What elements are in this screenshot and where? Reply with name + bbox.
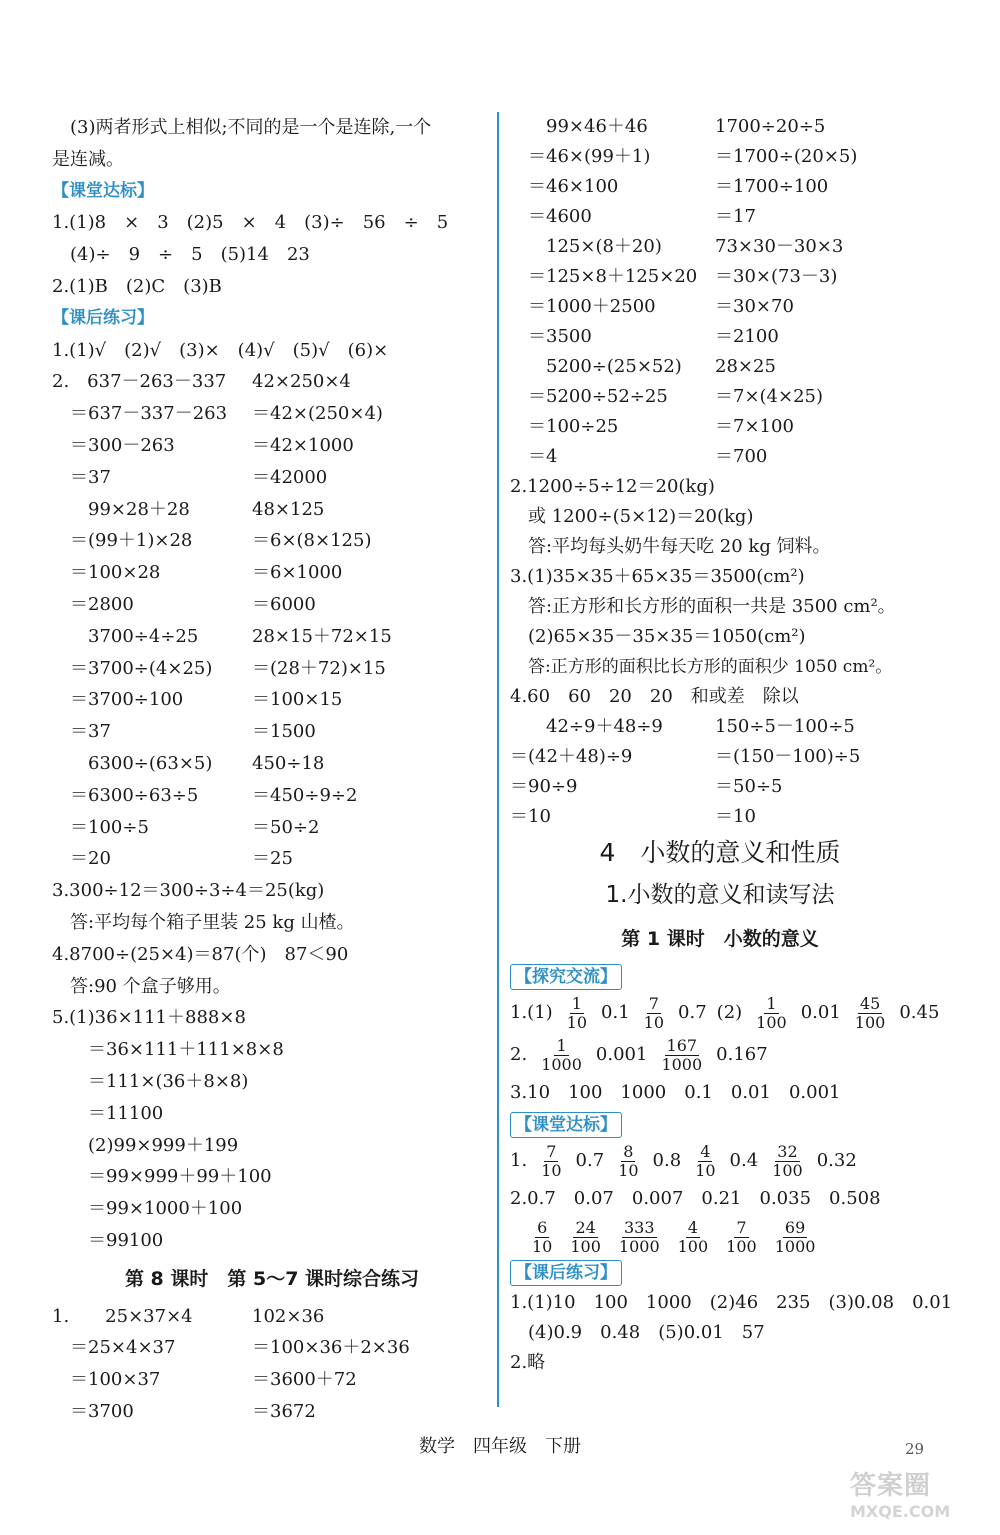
- answer-line: ＝99×1000＋100: [70, 1198, 243, 1220]
- calc-cell: ＝700: [715, 446, 768, 467]
- fraction: [853, 995, 888, 1032]
- answer-line: 答:正方形的面积比长方形的面积少 1050 cm²。: [528, 657, 893, 677]
- calc-row: [52, 621, 492, 653]
- calc-cell: ＝50÷5: [715, 776, 783, 797]
- fraction: [773, 1219, 818, 1256]
- calc-cell: 450÷18: [252, 752, 325, 774]
- calc-row: [52, 748, 492, 780]
- calc-cell: ＝100×28: [70, 562, 161, 584]
- denominator: 10: [695, 1160, 716, 1180]
- calc-row: [510, 262, 930, 292]
- fraction: [568, 1219, 603, 1256]
- calc-cell: ＝50÷2: [252, 816, 320, 838]
- denominator: 1000: [618, 1236, 660, 1256]
- calc-cell: 99×28＋28: [70, 498, 190, 520]
- numerator: 1: [571, 993, 582, 1013]
- numerator: 8: [623, 1141, 634, 1161]
- fraction: [724, 1219, 759, 1256]
- section-heading-homework: [510, 1258, 930, 1288]
- answer-line: 答:正方形和长方形的面积一共是 3500 cm²。: [528, 596, 896, 617]
- calc-row: [510, 742, 930, 772]
- watermark-url: MXQE.COM: [850, 1502, 951, 1521]
- answer-line: (4)÷ 9 ÷ 5 (5)14 23: [70, 244, 310, 266]
- calc-cell: 1700÷20÷5: [715, 116, 826, 137]
- calc-cell: ＝6300÷63÷5: [70, 784, 199, 806]
- calc-cell: ＝100×36＋2×36: [252, 1337, 410, 1359]
- section-heading-explore: [510, 962, 930, 992]
- calc-row: [510, 142, 930, 172]
- calc-cell: 48×125: [252, 498, 325, 520]
- calc-cell: ＝2100: [715, 326, 779, 347]
- calc-row: [52, 398, 492, 430]
- answer-line: 4.60 60 20 20 和或差 除以: [510, 686, 799, 707]
- fraction: [530, 1219, 554, 1256]
- calc-row: [510, 772, 930, 802]
- fraction: [659, 1037, 704, 1074]
- calc-cell: ＝10: [510, 806, 551, 827]
- denominator: 1000: [541, 1054, 582, 1074]
- calc-cell: ＝100÷5: [70, 816, 149, 838]
- calc-cell: ＝3672: [252, 1401, 316, 1423]
- page-footer: 数学 四年级 下册: [419, 1436, 581, 1457]
- calc-row: [52, 653, 492, 685]
- intro-line-2: 是连减。: [52, 148, 124, 170]
- decimal-value: 0.167: [716, 1044, 768, 1065]
- calc-cell: ＝3600＋72: [252, 1369, 357, 1391]
- answer-line: 3.300÷12＝300÷3÷4＝25(kg): [52, 880, 325, 902]
- calc-row: [510, 352, 930, 382]
- fraction: [617, 1219, 662, 1256]
- answer-line: ＝111×(36＋8×8): [70, 1070, 249, 1092]
- answer-line: [510, 1140, 930, 1182]
- numerator: 7: [648, 993, 659, 1013]
- calc-cell: ＝42×1000: [252, 434, 354, 456]
- calc-row: [510, 802, 930, 832]
- calc-row: [52, 812, 492, 844]
- calc-cell: ＝3700÷100: [70, 689, 184, 711]
- calc-cell: ＝125×8＋125×20: [528, 266, 698, 287]
- numerator: 1: [766, 993, 777, 1013]
- calc-row: [52, 589, 492, 621]
- calc-row: [52, 525, 492, 557]
- calc-cell: ＝(42＋48)÷9: [510, 746, 633, 767]
- answer-line: ＝99×999＋99＋100: [70, 1166, 272, 1188]
- calc-cell: ＝25: [252, 848, 293, 870]
- decimal-value: 0.001: [595, 1044, 648, 1065]
- lesson-8-heading: 第 8 课时 第 5～7 课时综合练习: [124, 1267, 420, 1290]
- calc-row: [52, 1396, 492, 1428]
- calc-cell: ＝637－337－263: [70, 403, 228, 425]
- calc-cell: ＝100÷25: [528, 416, 619, 437]
- section-heading-homework: 【课后练习】: [52, 307, 154, 328]
- calc-row: [52, 557, 492, 589]
- fraction-row: [510, 1216, 930, 1258]
- lesson-title: 第 1 课时 小数的意义: [621, 928, 819, 950]
- fraction: [565, 995, 589, 1032]
- calc-row: [52, 684, 492, 716]
- calc-cell: ＝25×4×37: [70, 1337, 176, 1359]
- calc-cell: ＝3700: [70, 1401, 134, 1423]
- answer-line: ＝99100: [70, 1229, 164, 1251]
- calc-row: [52, 462, 492, 494]
- question-number: 1.: [510, 1150, 528, 1171]
- decimal-value: 0.1: [601, 1002, 630, 1023]
- fraction: [693, 1143, 717, 1180]
- calc-row: [52, 780, 492, 812]
- denominator: 1000: [774, 1236, 816, 1256]
- calc-cell: ＝37: [70, 721, 111, 743]
- calc-cell: 42×250×4: [252, 371, 351, 393]
- answer-line: 或 1200÷(5×12)＝20(kg): [528, 506, 754, 527]
- decimal-value: 0.32: [816, 1150, 857, 1171]
- answer-line: (2)65×35－35×35＝1050(cm²): [528, 626, 806, 647]
- decimal-value: 0.8: [652, 1150, 682, 1171]
- calc-cell: ＝42×(250×4): [252, 403, 383, 425]
- calc-cell: ＝4600: [528, 206, 592, 227]
- calc-cell: ＝100×15: [252, 689, 343, 711]
- denominator: 1000: [661, 1054, 703, 1074]
- calc-cell: ＝100×37: [70, 1369, 161, 1391]
- denominator: 100: [772, 1160, 803, 1180]
- answer-line: ＝11100: [70, 1102, 164, 1124]
- answer-line: 4.8700÷(25×4)＝87(个) 87＜90: [52, 943, 349, 965]
- answer-line: 答:90 个盒子够用。: [70, 975, 231, 997]
- answer-line: 3.10 100 1000 0.1 0.01 0.001: [510, 1082, 841, 1103]
- calc-cell: 125×(8＋20): [528, 236, 662, 257]
- page-number: 29: [905, 1440, 925, 1458]
- numerator: 167: [666, 1035, 698, 1055]
- calc-cell: ＝3500: [528, 326, 592, 347]
- decimal-value: 0.01: [800, 1002, 841, 1023]
- section-label: 【课堂达标】: [510, 1112, 622, 1138]
- calc-row: [510, 292, 930, 322]
- section-label: 【探究交流】: [510, 964, 622, 990]
- calc-row: [52, 1364, 492, 1396]
- calc-row: [510, 112, 930, 142]
- calc-cell: 102×36: [252, 1305, 325, 1327]
- calc-cell: ＝450÷9÷2: [252, 784, 358, 806]
- calc-block-right: [510, 112, 930, 472]
- section-heading-classroom: 【课堂达标】: [52, 180, 154, 201]
- fraction: [539, 1143, 563, 1180]
- fraction: [770, 1143, 805, 1180]
- calc-row: [510, 202, 930, 232]
- answer-line: 1.(1)10 100 1000 (2)46 235 (3)0.08 0.01: [510, 1292, 953, 1313]
- answer-line: 2.0.7 0.07 0.007 0.21 0.035 0.508: [510, 1188, 881, 1209]
- section-label: 【课后练习】: [510, 1260, 622, 1286]
- question-number: 1.(1): [510, 1002, 553, 1023]
- numerator: 333: [623, 1217, 655, 1237]
- calc-cell: ＝1700÷(20×5): [715, 146, 858, 167]
- calc-row: [510, 382, 930, 412]
- denominator: 10: [541, 1160, 562, 1180]
- fraction: [642, 995, 666, 1032]
- calc-cell: ＝3700÷(4×25): [70, 657, 213, 679]
- numerator: 7: [546, 1141, 557, 1161]
- calc-cell: ＝7×100: [715, 416, 794, 437]
- calc-block-2: [52, 366, 492, 875]
- calc-cell: ＝2800: [70, 593, 134, 615]
- calc-cell: 28×15＋72×15: [252, 625, 392, 647]
- calc-cell: ＝46×(99＋1): [528, 146, 651, 167]
- numerator: 1: [556, 1035, 567, 1055]
- calc-row: [510, 412, 930, 442]
- calc-cell: ＝1000＋2500: [528, 296, 656, 317]
- answer-line: [510, 992, 940, 1034]
- calc-cell: ＝6000: [252, 593, 316, 615]
- calc-cell: ＝1700÷100: [715, 176, 829, 197]
- calc-cell: 28×25: [715, 356, 776, 377]
- calc-row: [52, 716, 492, 748]
- answer-line: (4)0.9 0.48 (5)0.01 57: [528, 1322, 765, 1343]
- answer-line: 答:平均每头奶牛每天吃 20 kg 饲料。: [528, 536, 831, 557]
- column-divider: [497, 112, 499, 1407]
- calc-row: [510, 232, 930, 262]
- numerator: 4: [700, 1141, 711, 1161]
- calc-row: [510, 442, 930, 472]
- answer-line: 2.略: [510, 1352, 546, 1373]
- calc-cell: 5200÷(25×52): [528, 356, 682, 377]
- calc-cell: ＝7×(4×25): [715, 386, 824, 407]
- answer-line: (2)99×999＋199: [70, 1134, 239, 1156]
- fraction: [616, 1143, 640, 1180]
- calc-cell: ＝6×1000: [252, 562, 343, 584]
- calc-cell: ＝17: [715, 206, 756, 227]
- calc-cell: ＝1500: [252, 721, 316, 743]
- calc-cell: 150÷5－100÷5: [715, 716, 855, 737]
- section-heading-classroom: [510, 1110, 930, 1140]
- fraction: [676, 1219, 711, 1256]
- calc-cell: ＝(150－100)÷5: [715, 746, 861, 767]
- calc-cell: ＝46×100: [528, 176, 619, 197]
- denominator: 10: [618, 1160, 639, 1180]
- fraction: [754, 995, 789, 1032]
- calc-row: [510, 712, 930, 742]
- calc-cell: ＝30×(73－3): [715, 266, 838, 287]
- answer-line: 2.(1)B (2)C (3)B: [52, 275, 222, 297]
- calc-cell: 3700÷4÷25: [70, 625, 199, 647]
- numerator: 7: [736, 1217, 747, 1237]
- denominator: 10: [566, 1012, 588, 1032]
- calc-row: [510, 172, 930, 202]
- watermark-logo-text: 答案圈: [850, 1471, 932, 1501]
- calc-row: [52, 843, 492, 875]
- decimal-value: 0.4: [729, 1150, 759, 1171]
- calc-cell: 99×46＋46: [528, 116, 648, 137]
- answer-line: 1.(1)√ (2)√ (3)× (4)√ (5)√ (6)×: [52, 339, 389, 361]
- calc-cell: 1. 25×37×4: [52, 1305, 193, 1327]
- calc-cell: ＝300－263: [70, 434, 175, 456]
- question-number: 2.: [510, 1044, 528, 1065]
- calc-row: [510, 322, 930, 352]
- calc-cell: ＝37: [70, 466, 111, 488]
- calc-row: [52, 494, 492, 526]
- denominator: 100: [726, 1236, 757, 1256]
- calc-row: [52, 1332, 492, 1364]
- calc-row: [52, 430, 492, 462]
- chapter-title: 4 小数的意义和性质: [599, 838, 841, 867]
- answer-line: 2.1200÷5÷12＝20(kg): [510, 476, 715, 497]
- calc-cell: ＝5200÷52÷25: [528, 386, 668, 407]
- numerator: 6: [537, 1217, 548, 1237]
- calc-cell: ＝42000: [252, 466, 328, 488]
- calc-row: [52, 1301, 492, 1333]
- decimal-value: 0.7: [575, 1150, 605, 1171]
- decimal-value: 0.7: [678, 1002, 707, 1023]
- left-column: [52, 112, 492, 1428]
- denominator: 100: [570, 1236, 601, 1256]
- answer-line: 3.(1)35×35＋65×35＝3500(cm²): [510, 566, 805, 587]
- calc-cell: ＝30×70: [715, 296, 794, 317]
- numerator: 69: [784, 1217, 806, 1237]
- calc-cell: 2. 637－263－337: [52, 371, 227, 393]
- calc-cell: 6300÷(63×5): [70, 752, 213, 774]
- answer-line: 5.(1)36×111＋888×8: [52, 1007, 246, 1029]
- subchapter-title: 1.小数的意义和读写法: [605, 882, 835, 908]
- calc-cell: 73×30－30×3: [715, 236, 844, 257]
- calc-cell: ＝(99＋1)×28: [70, 530, 193, 552]
- denominator: 10: [643, 1012, 665, 1032]
- answer-line: [510, 1034, 930, 1076]
- denominator: 100: [677, 1236, 709, 1256]
- numerator: 32: [777, 1141, 798, 1161]
- right-column: [510, 112, 953, 1378]
- watermark: [850, 1465, 1000, 1535]
- denominator: 100: [854, 1012, 886, 1032]
- denominator: 100: [756, 1012, 787, 1032]
- answer-line: 答:平均每个箱子里装 25 kg 山楂。: [70, 911, 355, 933]
- answer-line: 1.(1)8 × 3 (2)5 × 4 (3)÷ 56 ÷ 5: [52, 212, 449, 234]
- numerator: 4: [687, 1217, 698, 1237]
- fraction: [539, 1037, 584, 1074]
- calc-cell: ＝6×(8×125): [252, 530, 372, 552]
- calc-row: [52, 366, 492, 398]
- calc-cell: ＝4: [528, 446, 558, 467]
- intro-line-1: (3)两者形式上相似;不同的是一个是连除,一个: [70, 117, 432, 138]
- denominator: 10: [532, 1236, 553, 1256]
- numerator: 24: [575, 1217, 596, 1237]
- calc-cell: 42÷9＋48÷9: [528, 716, 663, 737]
- calc-cell: ＝10: [715, 806, 756, 827]
- calc-cell: ＝(28＋72)×15: [252, 657, 386, 679]
- calc-cell: ＝20: [70, 848, 111, 870]
- calc-cell: ＝90÷9: [510, 776, 578, 797]
- answer-line: ＝36×111＋111×8×8: [70, 1039, 284, 1061]
- sub-question-number: (2): [716, 1002, 743, 1023]
- numerator: 45: [859, 993, 881, 1013]
- decimal-value: 0.45: [899, 1002, 940, 1023]
